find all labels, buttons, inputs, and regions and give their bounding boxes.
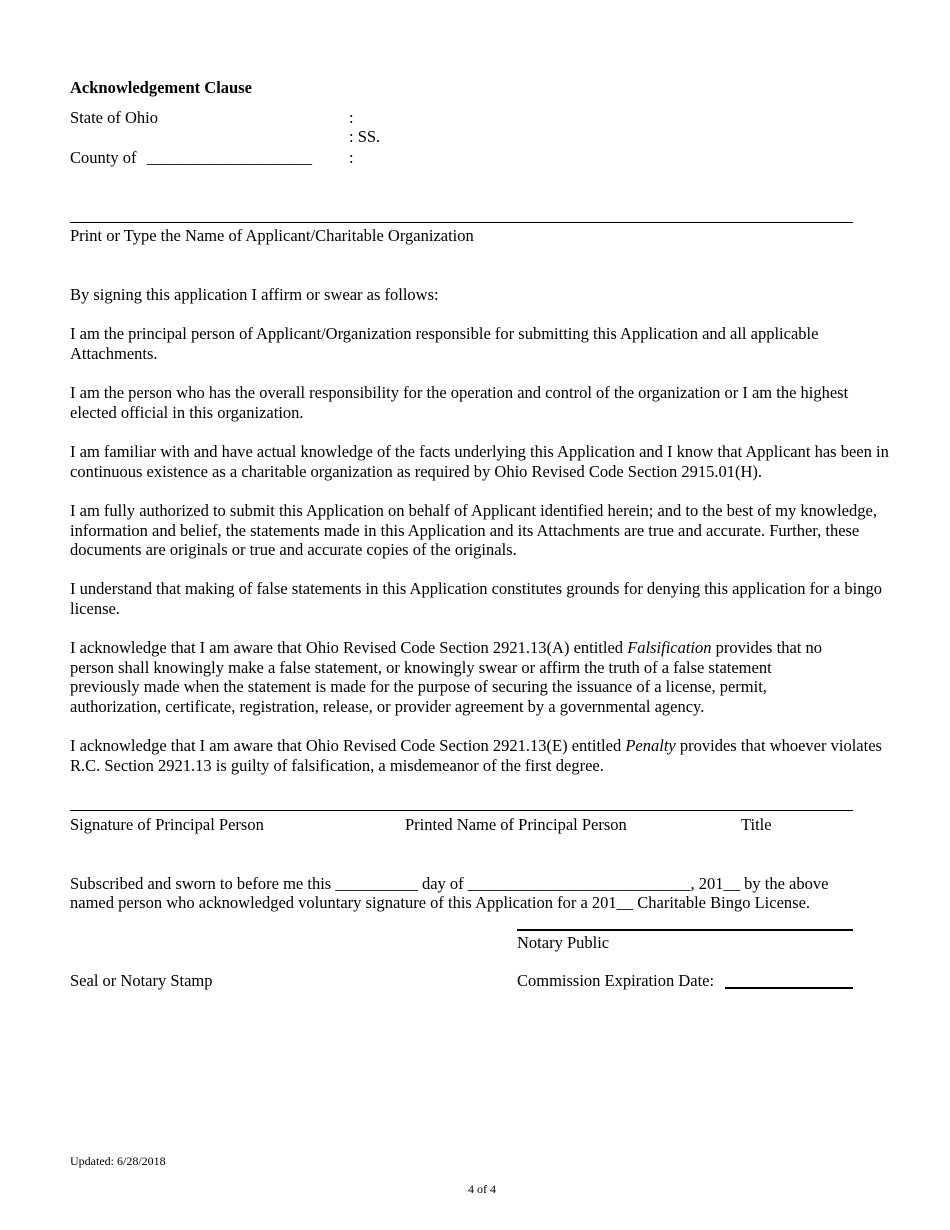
state-colon: : <box>349 108 354 127</box>
affirm-paragraph-2: I am the person who has the overall responsibility for the operation and control of the organization or I am the highest elected official in this organization. <box>70 383 849 422</box>
page-title: Acknowledgement Clause <box>70 78 252 97</box>
p6-text-after: provides that no person shall knowingly make a false statement, or knowingly swear or affirm the truth of a false statement previously made when the statement is made for the purpose of securing the issuance of a license, permit, authorization, certificate, registration, release, or provider agreement by a governmental agency. <box>70 638 822 716</box>
notary-signature-line[interactable] <box>517 929 853 931</box>
applicant-caption: Print or Type the Name of Applicant/Charitable Organization <box>70 226 474 245</box>
state-label: State of Ohio <box>70 108 158 127</box>
affirm-paragraph-5: I understand that making of false statements in this Application constitutes grounds for denying this application for a bingo license. <box>70 579 883 618</box>
signature-label: Signature of Principal Person <box>70 815 264 834</box>
page-number: 4 of 4 <box>468 1182 496 1196</box>
affirm-paragraph-1: I am the principal person of Applicant/Organization responsible for submitting this Application and all applicable Attachments. <box>70 324 819 363</box>
p7-text-after: provides that whoever violates R.C. Section 2921.13 is guilty of falsification, a misdemeanor of the first degree. <box>70 736 882 775</box>
commission-label: Commission Expiration Date: <box>517 971 715 990</box>
notary-public-label: Notary Public <box>517 933 610 952</box>
printed-name-label: Printed Name of Principal Person <box>405 815 627 834</box>
county-label: County of <box>70 148 137 167</box>
affirm-paragraph-3: I am familiar with and have actual knowledge of the facts underlying this Application and I know that Applicant has been in continuous existence as a charitable organization as required by Ohio Revised Code Section 2915.01(H). <box>70 442 889 481</box>
commission-date-field[interactable] <box>725 987 853 989</box>
ss-label: : SS. <box>349 127 381 146</box>
notary-statement-line2: named person who acknowledged voluntary signature of this Application for a 201__ Charitable Bingo License. <box>70 893 811 912</box>
county-colon: : <box>349 148 354 167</box>
notary-statement-line1: Subscribed and sworn to before me this __________ day of ___________________________, 201__ by the above <box>70 874 829 893</box>
title-label: Title <box>741 815 772 834</box>
affirm-paragraph-7 <box>70 736 890 775</box>
county-field[interactable]: ____________________ <box>147 148 312 167</box>
p7-text-before: I acknowledge that I am aware that Ohio Revised Code Section 2921.13(E) entitled <box>70 736 626 755</box>
signature-line[interactable] <box>70 810 853 811</box>
p6-text-before: I acknowledge that I am aware that Ohio Revised Code Section 2921.13(A) entitled <box>70 638 628 657</box>
updated-date: Updated: 6/28/2018 <box>70 1154 166 1168</box>
applicant-name-line[interactable] <box>70 222 853 223</box>
p7-italic-term: Penalty <box>625 736 676 755</box>
affirm-intro: By signing this application I affirm or swear as follows: <box>70 285 439 304</box>
p6-italic-term: Falsification <box>627 638 712 657</box>
affirm-paragraph-6 <box>70 638 840 716</box>
seal-label: Seal or Notary Stamp <box>70 971 213 990</box>
affirm-paragraph-4: I am fully authorized to submit this Application on behalf of Applicant identified herein; and to the best of my knowledge, information and belief, the statements made in this Application and its Attachments are true and accurate. Further, these documents are originals or true and accurate copies of the originals. <box>70 501 877 559</box>
